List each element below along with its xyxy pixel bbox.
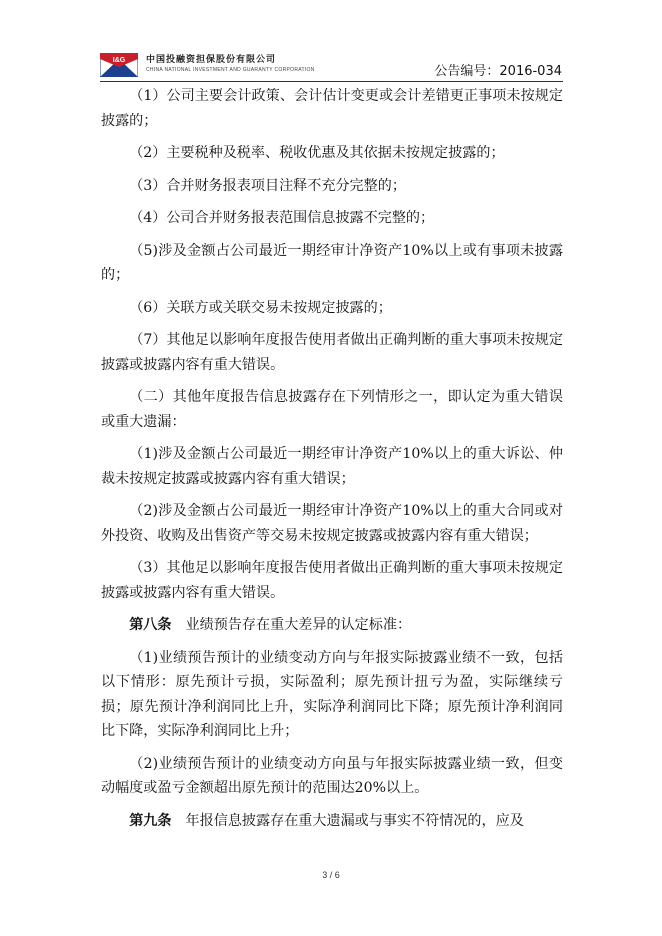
page-number: 3 / 6 (322, 870, 340, 880)
paragraph-text: （5)涉及金额占公司最近一期经审计净资产10%以上或有事项未披露的； (101, 242, 563, 283)
paragraph (101, 296, 563, 321)
paragraph-text: （7）其他足以影响年度报告使用者做出正确判断的重大事项未按规定披露或披露内容有重大错误。 (101, 332, 563, 373)
paragraph (101, 646, 563, 744)
paragraph (101, 556, 563, 605)
paragraph (101, 84, 563, 133)
announcement-number: 公告编号：2016-034 (434, 64, 562, 79)
company-name-en: CHINA NATIONAL INVESTMENT AND GUARANTY CORPORATION (146, 67, 315, 73)
company-logo-icon (100, 53, 138, 77)
company-name-cn: 中国投融资担保股份有限公司 (146, 55, 277, 65)
paragraph (101, 442, 563, 491)
paragraph (101, 328, 563, 377)
paragraph-text: （二）其他年度报告信息披露存在下列情形之一，即认定为重大错误或重大遗漏： (101, 389, 563, 430)
paragraph-text: （1)涉及金额占公司最近一期经审计净资产10%以上的重大诉讼、仲裁未按规定披露或披露内容有重大错误； (101, 446, 563, 487)
paragraph-text: （2）主要税种及税率、税收优惠及其依据未按规定披露的； (129, 145, 505, 161)
paragraph-text: （2)涉及金额占公司最近一期经审计净资产10%以上的重大合同或对外投资、收购及出售资产等交易未按规定披露或披露内容有重大错误； (101, 503, 563, 544)
document-body (101, 84, 563, 841)
paragraph-text: （4）公司合并财务报表范围信息披露不完整的； (129, 210, 435, 226)
paragraph-text: （3）合并财务报表项目注释不充分完整的； (129, 177, 406, 194)
paragraph (101, 385, 563, 434)
paragraph-text: （1)业绩预告预计的业绩变动方向与年报实际披露业绩不一致，包括以下情形：原先预计亏损，实际盈利；原先预计扭亏为盈，实际继续亏损；原先预计净利润同比上升，实际净利润同比下降；原先预计净利润同比下降，实际净利润同比上升； (101, 649, 563, 739)
paragraph-text: （1）公司主要会计政策、会计估计变更或会计差错更正事项未按规定披露的； (101, 88, 563, 129)
header-divider (100, 81, 563, 82)
paragraph (101, 809, 563, 834)
company-name-block (146, 52, 315, 73)
paragraph (101, 613, 563, 638)
paragraph (101, 239, 563, 288)
paragraph-text: 业绩预告存在重大差异的认定标准： (171, 617, 412, 633)
paragraph-text: （6）关联方或关联交易未按规定披露的； (129, 299, 392, 316)
paragraph (101, 206, 563, 231)
logo-text: I&G (112, 57, 126, 64)
page-header (100, 50, 562, 80)
paragraph-text: （2)业绩预告预计的业绩变动方向虽与年报实际披露业绩一致，但变动幅度或盈亏金额超出原先预计的范围达20%以上。 (101, 755, 563, 796)
paragraph (101, 174, 563, 199)
paragraph (101, 752, 563, 801)
article-heading: 第八条 (129, 617, 172, 633)
paragraph-text: 年报信息披露存在重大遗漏或与事实不符情况的，应及 (171, 812, 524, 829)
paragraph-text: （3）其他足以影响年度报告使用者做出正确判断的重大事项未按规定披露或披露内容有重大错误。 (101, 560, 563, 601)
article-heading: 第九条 (129, 812, 172, 829)
paragraph (101, 499, 563, 548)
paragraph (101, 141, 563, 166)
